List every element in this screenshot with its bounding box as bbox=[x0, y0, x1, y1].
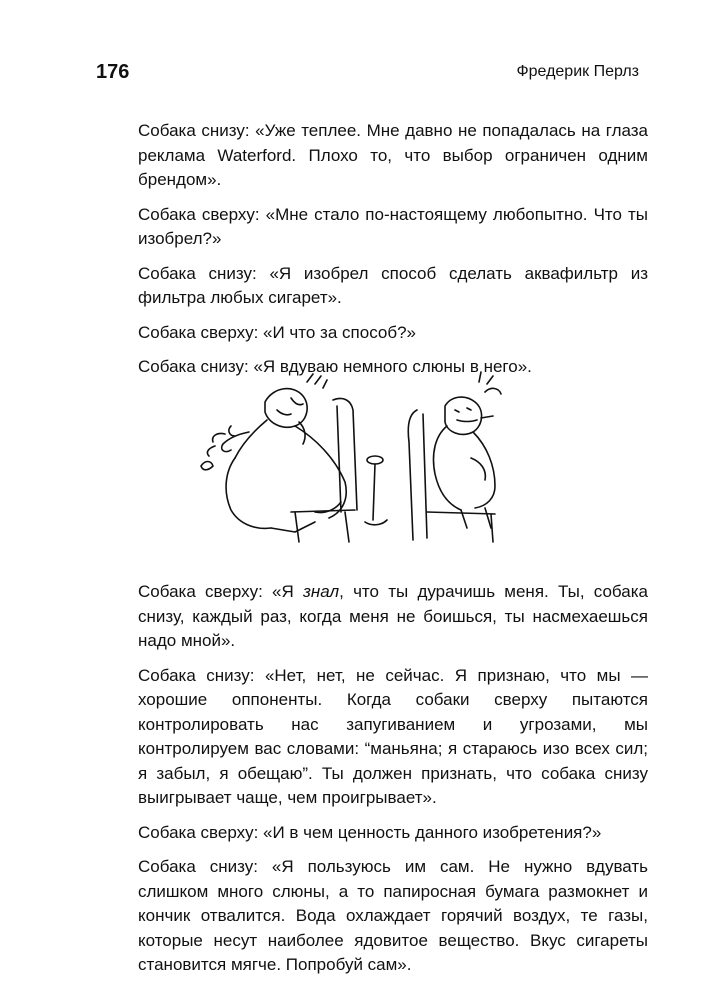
speaker: Собака сверху: bbox=[138, 204, 260, 224]
dialogue-line bbox=[138, 119, 648, 193]
speaker: Собака снизу: bbox=[138, 263, 257, 283]
speaker: Собака сверху: bbox=[138, 582, 263, 601]
dialogue-line bbox=[138, 203, 648, 252]
dialogue-line bbox=[138, 321, 648, 346]
dialogue-line bbox=[138, 821, 648, 846]
line-text: «Я пользуюсь им сам. Не нужно вдувать слишком много слюны, а то папиросная бумага размокнет и кончик отвалится. Вода охлаждает горячий воздух, те газы, которые несут наиболее ядовитое вещество. Вкус сигареты становится мягче. Попробуй сам». bbox=[138, 857, 649, 974]
dialogue-block-bottom bbox=[138, 580, 648, 988]
speaker: Собака снизу: bbox=[138, 857, 258, 876]
dialogue-block-top bbox=[138, 119, 648, 390]
line-text: «Я изобрел способ сделать аквафильтр из фильтра любых сигарет». bbox=[138, 263, 648, 307]
line-text: «Я вдуваю немного слюны в него». bbox=[248, 357, 532, 376]
line-text: «И что за способ?» bbox=[258, 322, 416, 342]
line-text: , что ты дурачишь меня. Ты, собака снизу, каждый раз, когда меня не боишься, ты насмехаешься надо мной». bbox=[138, 582, 648, 650]
dialogue-line bbox=[138, 262, 648, 311]
page-number: 176 bbox=[96, 61, 130, 83]
dialogue-line bbox=[138, 664, 648, 811]
line-text: «Нет, нет, не сейчас. Я признаю, что мы — хорошие оппоненты. Когда собаки сверху пытаются контролировать нас запугиванием и угрозами, мы контролируем вас словами: “маньяна; я стараюсь изо всех сил; я забыл, я обещаю”. Ты должен признать, что собака снизу выигрывает чаще, чем проигрывает». bbox=[138, 665, 649, 807]
speaker: Собака сверху: bbox=[138, 822, 259, 842]
speaker: Собака снизу: bbox=[138, 357, 249, 376]
speaker: Собака сверху: bbox=[138, 322, 259, 342]
line-text: «Я bbox=[262, 582, 304, 601]
line-text: «Уже теплее. Мне давно не попадалась на глаза реклама Waterford. Плохо то, что выбор ограничен одним брендом». bbox=[138, 121, 649, 189]
line-text: «Мне стало по-настоящему любопытно. Что ты изобрел?» bbox=[138, 204, 648, 248]
emphasis-text: знал bbox=[303, 582, 340, 601]
speaker: Собака снизу: bbox=[138, 665, 255, 685]
line-text: «И в чем ценность данного изобретения?» bbox=[258, 822, 602, 842]
sketch-two-figures-in-chairs-icon bbox=[195, 362, 525, 552]
dialogue-line bbox=[138, 855, 648, 978]
dialogue-line bbox=[138, 580, 648, 654]
speaker: Собака снизу: bbox=[138, 121, 250, 140]
running-head: Фредерик Перлз bbox=[516, 63, 639, 80]
